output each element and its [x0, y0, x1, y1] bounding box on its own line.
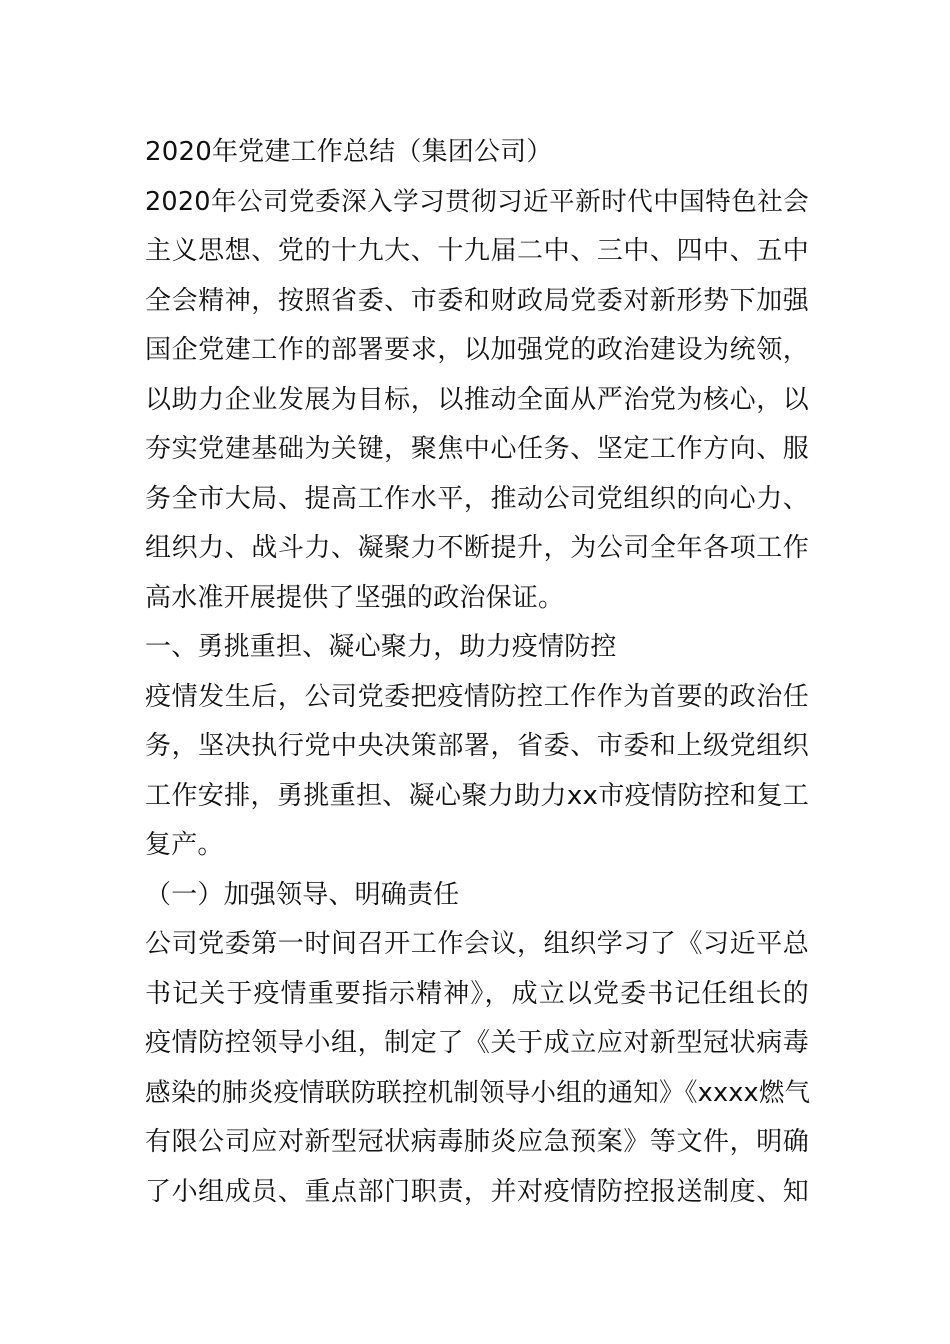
- text-line: 主义思想、党的十九大、十九届二中、三中、四中、五中: [145, 236, 809, 266]
- text-line: 高水准开展提供了坚强的政治保证。: [145, 582, 565, 613]
- text-line: 有限公司应对新型冠状病毒肺炎应急预案》等文件，明确: [145, 1127, 809, 1157]
- document-body: [145, 128, 809, 1217]
- text-line: 2020年公司党委深入学习贯彻习近平新时代中国特色社会: [145, 186, 809, 217]
- subsection-heading: （一）加强领导、明确责任: [145, 879, 460, 910]
- section-heading: 一、勇挑重担、凝心聚力，助力疫情防控: [145, 632, 617, 662]
- document-title: 2020年党建工作总结（集团公司）: [145, 137, 553, 167]
- text-line: 疫情发生后，公司党委把疫情防控工作作为首要的政治任: [145, 681, 809, 712]
- text-line: 书记关于疫情重要指示精神》，成立以党委书记任组长的: [145, 978, 809, 1009]
- text-line: 夯实党建基础为关键，聚焦中心任务、坚定工作方向、服: [145, 434, 809, 464]
- text-line: 国企党建工作的部署要求，以加强党的政治建设为统领，: [145, 335, 809, 365]
- text-line: 工作安排，勇挑重担、凝心聚力助力xx市疫情防控和复工: [145, 780, 809, 811]
- text-line: 务，坚决执行党中央决策部署，省委、市委和上级党组织: [145, 731, 809, 761]
- text-line: 疫情防控领导小组，制定了《关于成立应对新型冠状病毒: [145, 1028, 809, 1058]
- text-line: 全会精神，按照省委、市委和财政局党委对新形势下加强: [145, 285, 809, 316]
- text-line: 复产。: [145, 830, 224, 860]
- text-line: 务全市大局、提高工作水平，推动公司党组织的向心力、: [145, 483, 809, 514]
- text-line: 感染的肺炎疫情联防联控机制领导小组的通知》《xxxx燃气: [145, 1077, 811, 1108]
- text-line: 公司党委第一时间召开工作会议，组织学习了《习近平总: [145, 929, 809, 959]
- text-line: 以助力企业发展为目标，以推动全面从严治党为核心，以: [145, 384, 809, 415]
- text-line: 组织力、战斗力、凝聚力不断提升，为公司全年各项工作: [145, 533, 809, 563]
- text-line: 了小组成员、重点部门职责，并对疫情防控报送制度、知: [145, 1176, 809, 1207]
